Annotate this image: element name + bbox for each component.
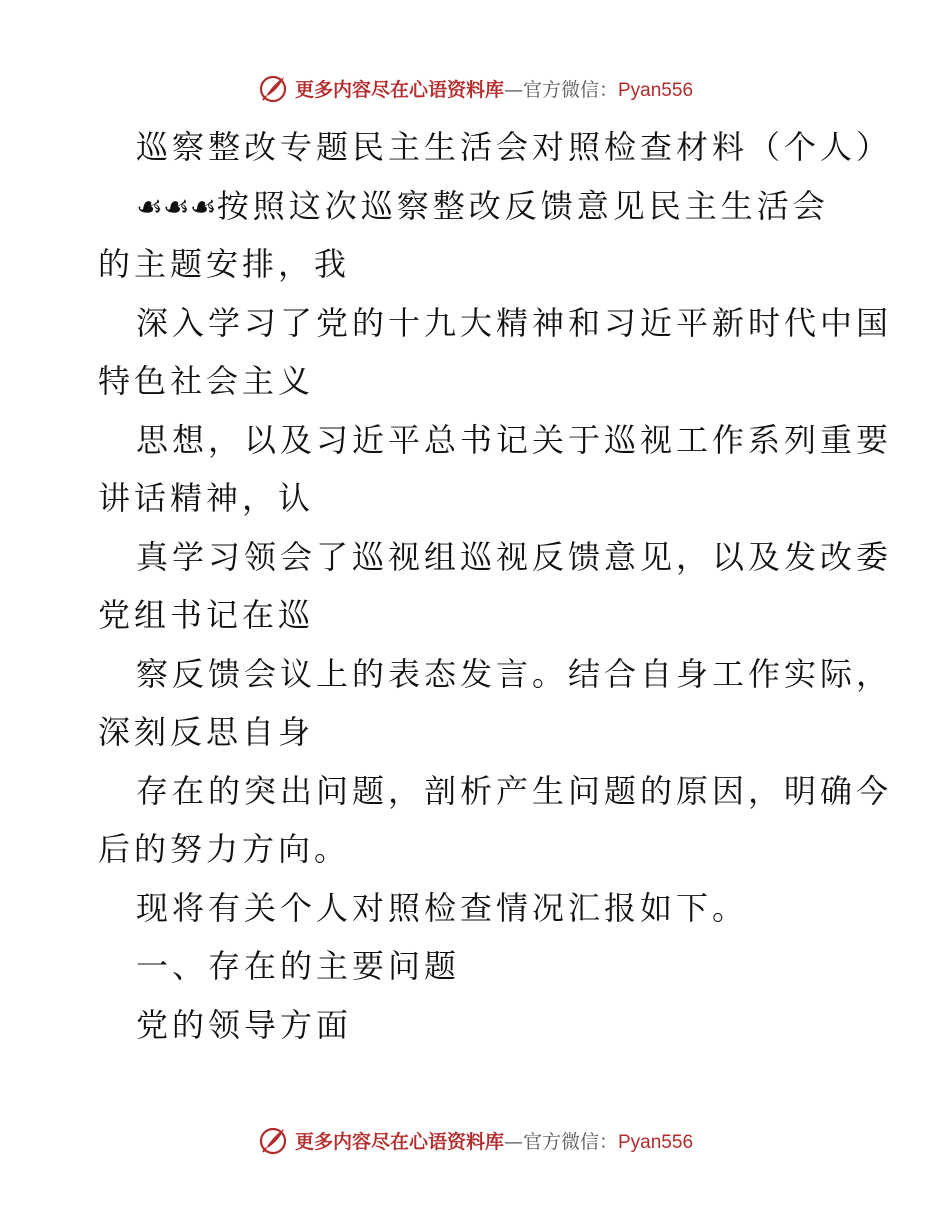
paragraph-line: 真学习领会了巡视组巡视反馈意见，以及发改委 xyxy=(136,537,893,576)
paragraph-line: 后的努力方向。 xyxy=(98,830,351,868)
paragraph-line: 深刻反思自身 xyxy=(98,713,315,751)
watermark-middle: 官方微信： xyxy=(522,1130,618,1153)
watermark-header xyxy=(0,72,950,104)
document-body xyxy=(98,118,893,1054)
watermark-prefix: 更多内容尽在心语资料库 xyxy=(294,1130,504,1153)
quill-pen-logo-icon xyxy=(257,72,289,104)
watermark-text xyxy=(295,1127,693,1154)
paragraph-line: 特色社会主义 xyxy=(98,362,315,400)
watermark-dash: — xyxy=(503,1130,523,1153)
fleuron-ornament-icon: ☙☙☙ xyxy=(136,189,217,225)
paragraph-line: 的主题安排，我 xyxy=(98,245,351,283)
paragraph-line: 察反馈会议上的表态发言。结合自身工作实际， xyxy=(136,654,893,693)
watermark-id: Pyan556 xyxy=(618,1131,694,1153)
document-title: 巡察整改专题民主生活会对照检查材料（个人） xyxy=(136,128,893,166)
watermark-middle: 官方微信： xyxy=(522,78,618,101)
watermark-footer xyxy=(0,1124,950,1156)
paragraph-line: 现将有关个人对照检查情况汇报如下。 xyxy=(136,888,749,927)
watermark-prefix: 更多内容尽在心语资料库 xyxy=(294,78,504,101)
paragraph-text: 按照这次巡察整改反馈意见民主生活会 xyxy=(216,186,829,225)
watermark-id: Pyan556 xyxy=(618,79,694,101)
section-heading: 一、存在的主要问题 xyxy=(136,947,461,985)
paragraph-line: 党组书记在巡 xyxy=(98,596,315,634)
paragraph-line xyxy=(98,177,858,236)
paragraph-line: 讲话精神，认 xyxy=(98,479,315,517)
quill-pen-logo-icon xyxy=(257,1124,289,1156)
paragraph-line: 深入学习了党的十九大精神和习近平新时代中国 xyxy=(136,303,893,342)
watermark-dash: — xyxy=(503,78,523,101)
paragraph-line: 存在的突出问题，剖析产生问题的原因，明确今 xyxy=(136,771,893,810)
subsection-heading: 党的领导方面 xyxy=(136,1005,353,1044)
paragraph-line: 思想，以及习近平总书记关于巡视工作系列重要 xyxy=(136,420,893,459)
watermark-text xyxy=(295,75,693,102)
